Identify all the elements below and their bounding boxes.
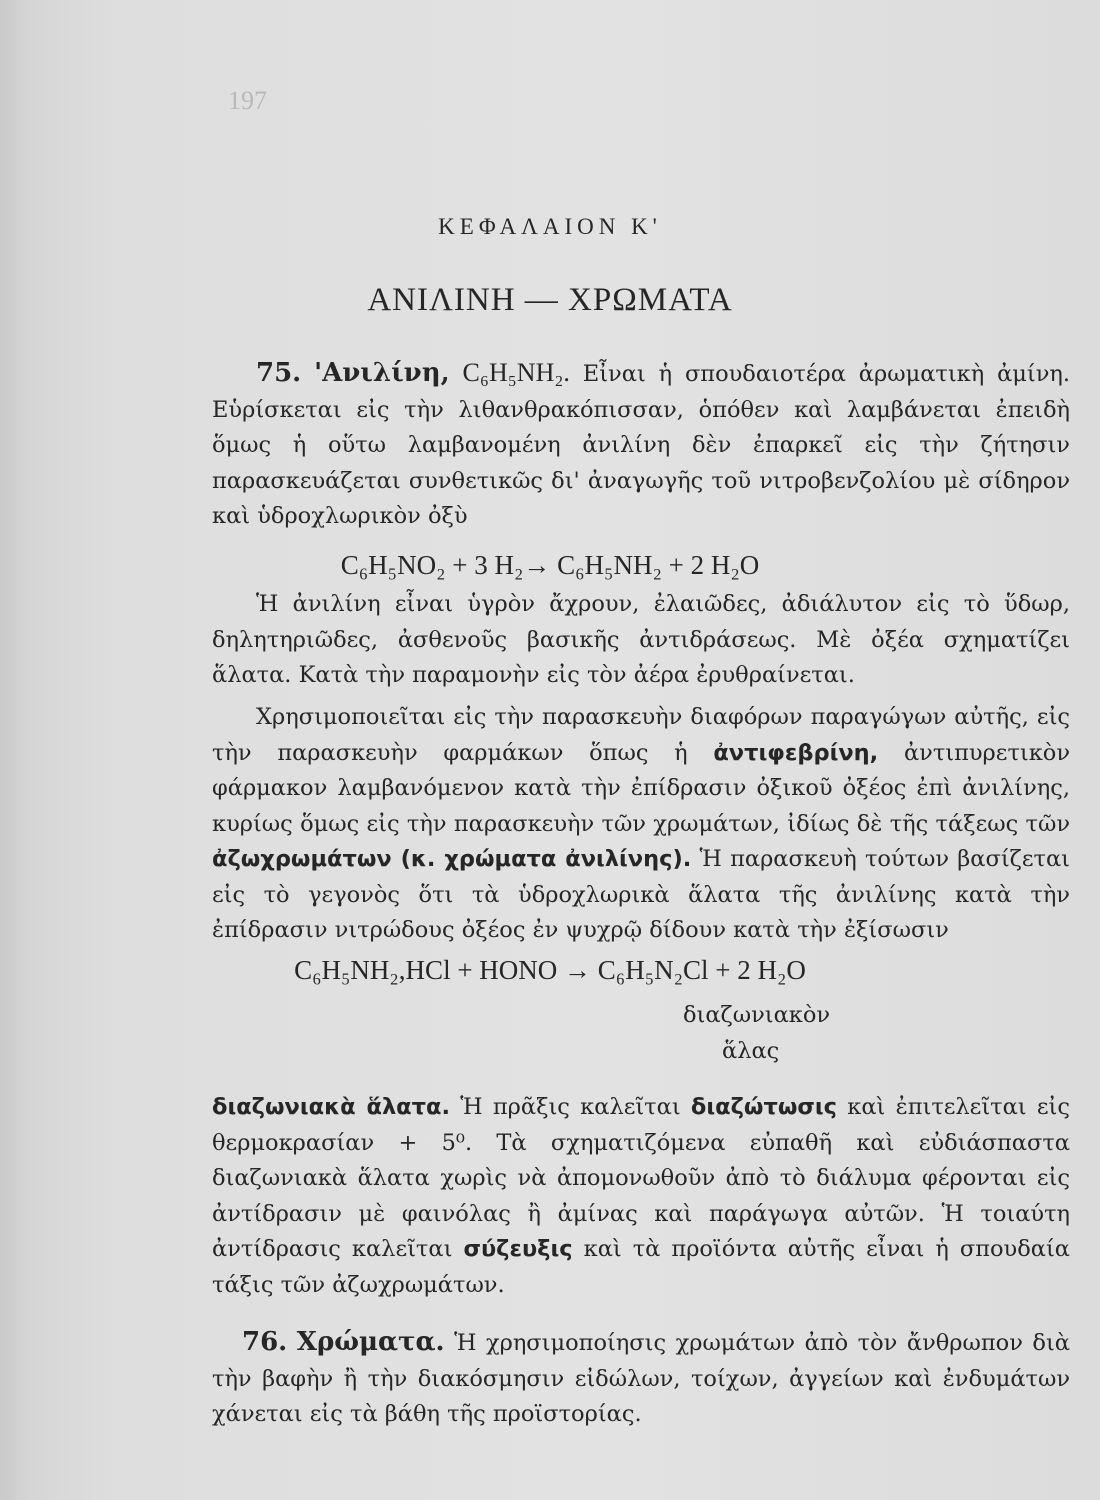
uses-text-1: Χρησιμοποιεῖται εἰς τὴν παρασκευὴν διαφόρων παραγώγων αὐτῆς, εἰς τὴν παρασκευὴν φαρμάκων ὅπως ἡ: [212, 704, 1070, 766]
section-75: [212, 355, 1070, 535]
chapter-label: ΚΕΦΑΛΑΙΟΝ Κ': [438, 214, 662, 239]
section-75-intro-text: Εἶναι ἡ σπουδαιοτέρα ἀρωματικὴ ἀμίνη. Εὑρίσκεται εἰς τὴν λιθανθρακόπισσαν, ὁπόθεν καὶ λαμβάνεται ἐπειδὴ ὅμως ἡ οὕτω λαμβανομένη ἀνιλίνη δὲν ἐπαρκεῖ εἰς τὴν ζήτησιν παρασκευάζεται συνθετικῶς δι' ἀναγωγῆς τοῦ νιτροβενζολίου μὲ σίδηρον καὶ ὑδροχλωρικὸν ὀξὺ: [212, 361, 1071, 529]
diazonium-paragraph: [212, 1090, 1070, 1303]
diazo-text-2: καὶ ἐπιτελεῖται εἰς θερμοκρασίαν + 5⁰. Τὰ σχηματιζόμενα εὐπαθῆ καὶ εὐδιάσπαστα διαζωνιακὰ ἅλατα χωρὶς νὰ ἀπομονωθοῦν ἀπὸ τὸ διάλυμα φέρονται εἰς ἀντίδρασιν μὲ φαινόλας ἢ ἀμίνας καὶ παράγωγα αὐτῶν. Ἡ τοιαύτη ἀντίδρασις καλεῖται: [212, 1094, 1070, 1262]
diazo-text-1: Ἡ πρᾶξις καλεῖται: [460, 1094, 681, 1120]
diazonium-label-1: διαζωνιακὸν: [683, 1002, 831, 1028]
uses-block: [212, 700, 1070, 949]
section-75-intro: [212, 355, 1070, 535]
diazonium-label-2: ἅλας: [722, 1038, 780, 1064]
antifebrin-term: ἀντιφεβρίνη,: [713, 739, 879, 766]
section-76-text: Ἡ χρησιμοποίησις χρωμάτων ἀπὸ τὸν ἄνθρωπον διὰ τὴν βαφὴν ἢ τὴν διακόσμησιν εἰδώλων, τοίχων, ἀγγείων καὶ ἐνδυμάτων χάνεται εἰς τὰ βάθη τῆς προϊστορίας.: [212, 1330, 1070, 1427]
faint-page-number: 197: [228, 86, 267, 115]
section-76-heading: Χρώματα.: [296, 1327, 445, 1357]
section-75-number: 75.: [256, 358, 302, 388]
properties-block: [212, 587, 1070, 694]
coupling-term: σύζευξις: [463, 1236, 573, 1262]
equation-diazotization: C₆H₅NH₂,HCl + HONO → C₆H₅N₂Cl + 2 H₂O: [294, 955, 806, 985]
aniline-formula: C₆H₅NH₂.: [462, 358, 570, 387]
section-76-paragraph: [212, 1325, 1070, 1433]
section-75-heading: 'Ανιλίνη,: [314, 358, 450, 388]
uses-text-2: ἀντιπυρετικὸν φάρμακον λαμβανόμενον κατὰ τὴν ἐπίδρασιν ὀξικοῦ ὀξέος ἐπὶ ἀνιλίνης, κυρίως ὅμως εἰς τὴν παρασκευὴν τῶν χρωμάτων, ἰδίως δὲ τῆς τάξεως τῶν: [212, 739, 1071, 837]
chapter-title: ΑΝΙΛΙΝΗ — ΧΡΩΜΑΤΑ: [367, 282, 733, 318]
aniline-properties: Ἡ ἀνιλίνη εἶναι ὑγρὸν ἄχρουν, ἐλαιῶδες, ἀδιάλυτον εἰς τὸ ὕδωρ, δηλητηριῶδες, ἀσθενοῦς βασικῆς ἀντιδράσεως. Μὲ ὀξέα σχηματίζει ἅλατα. Κατὰ τὴν παραμονὴν εἰς τὸν ἀέρα ἐρυθραίνεται.: [212, 591, 1070, 688]
equation-nitrobenzene-reduction: C₆H₅NO₂ + 3 H₂→ C₆H₅NH₂ + 2 H₂O: [340, 550, 760, 580]
section-76-number: 76.: [242, 1327, 288, 1357]
diazo-text-3: καὶ τὰ προϊόντα αὐτῆς εἶναι ἡ σπουδαία τάξις τῶν ἀζωχρωμάτων.: [212, 1236, 1070, 1298]
aniline-uses: [212, 700, 1070, 949]
azo-dyes-term: ἀζωχρωμάτων (κ. χρώματα ἀνιλίνης).: [212, 846, 692, 872]
diazonium-block: [212, 1090, 1070, 1303]
diazotization-term: διαζώτωσις: [690, 1094, 837, 1120]
uses-text-3: Ἡ παρασκευὴ τούτων βασίζεται εἰς τὸ γεγονὸς ὅτι τὰ ὑδροχλωρικὰ ἅλατα τῆς ἀνιλίνης κατὰ τὴν ἐπίδρασιν νιτρώδους ὀξέος ἐν ψυχρῷ δίδουν κατὰ τὴν ἐξίσωσιν: [212, 846, 1070, 943]
diazonium-salts-term: διαζωνιακὰ ἅλατα.: [212, 1094, 450, 1120]
section-76: [212, 1325, 1070, 1433]
